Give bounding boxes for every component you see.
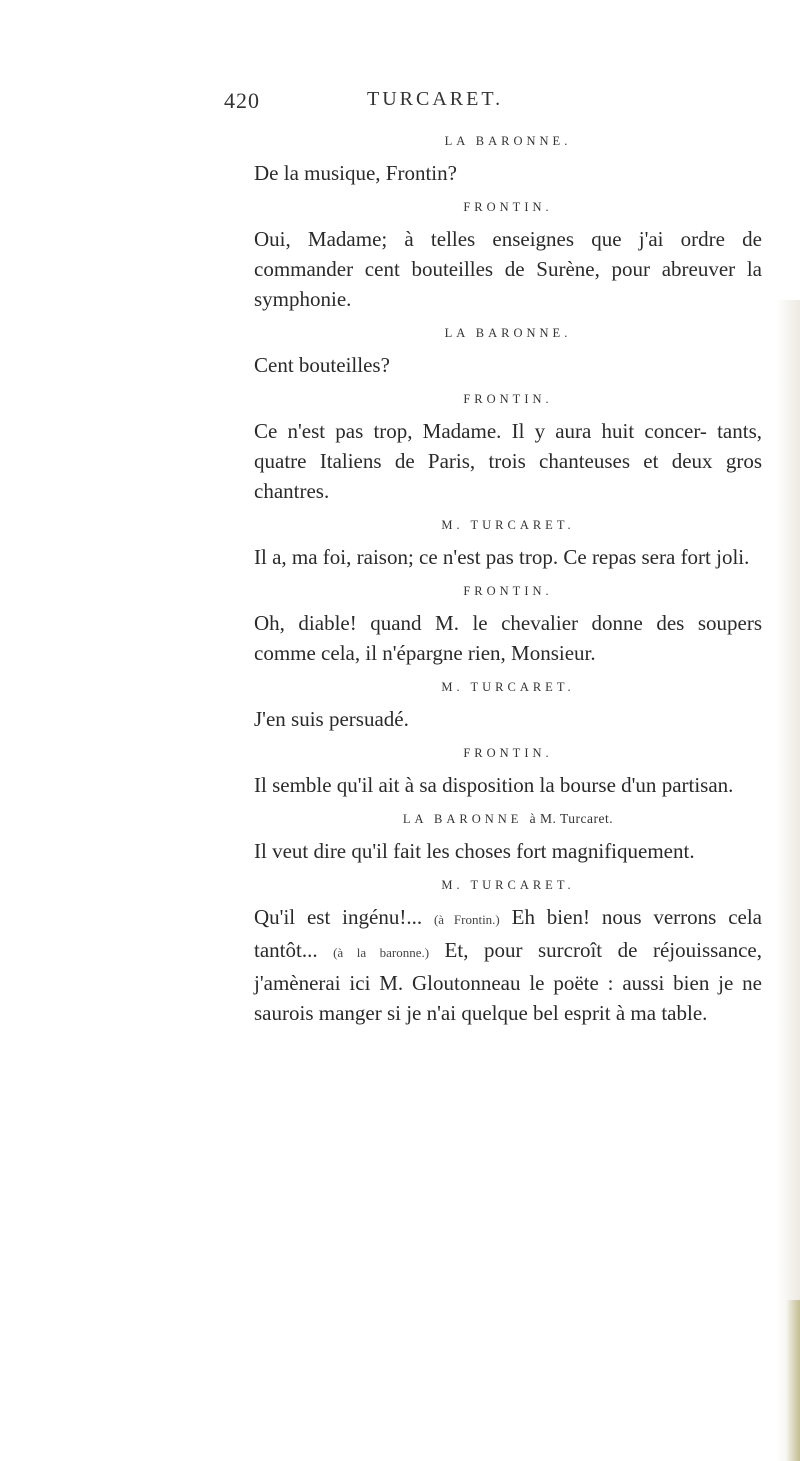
- speech-line: J'en suis persuadé.: [254, 707, 409, 731]
- speaker-label: M. TURCARET.: [441, 518, 575, 532]
- speech: [254, 770, 762, 800]
- speech: [254, 836, 762, 866]
- running-title: TURCARET.: [367, 88, 504, 110]
- speaker-label: FRONTIN.: [463, 584, 553, 598]
- speaker-label: LA BARONNE.: [444, 326, 572, 340]
- speaker-label: LA BARONNE.: [444, 134, 572, 148]
- page-edge-shadow: [776, 300, 800, 1461]
- speech: [254, 704, 762, 734]
- speaker-label: [254, 806, 762, 832]
- speech-line: Cent bouteilles?: [254, 353, 390, 377]
- speech-line: gros chantres.: [254, 449, 762, 503]
- speech-line: tants, quatre Italiens de Paris, trois chanteuses et deux: [254, 419, 763, 473]
- running-head: [0, 88, 800, 118]
- page-edge-stain: [786, 1300, 800, 1461]
- stage-direction: (à Frontin.): [433, 912, 500, 927]
- speech-segment: Eh bien! nous verrons cela tantôt...: [254, 905, 762, 962]
- speech: [254, 608, 762, 668]
- speaker-label: FRONTIN.: [463, 392, 553, 406]
- speech-segment: Et, pour surcroît de réjouissance, j'amènerai ici M. Gloutonneau le poëte : aussi bien je ne saurois manger si je n'ai quelque bel esprit à ma table.: [254, 938, 763, 1025]
- speech-line: la symphonie.: [254, 257, 762, 311]
- speech: [254, 542, 762, 572]
- page-number: 420: [224, 88, 260, 113]
- speaker-name: LA BARONNE: [402, 812, 523, 826]
- speaker-label: M. TURCARET.: [441, 878, 575, 892]
- speech: [254, 350, 762, 380]
- speaker-label: M. TURCARET.: [441, 680, 575, 694]
- speaker-label: FRONTIN.: [463, 200, 553, 214]
- stage-direction: à M. Turcaret.: [529, 811, 614, 826]
- speech-line: fort joli.: [680, 545, 750, 569]
- speech-line: Oui, Madame; à telles enseignes que j'ai ordre de: [254, 227, 762, 251]
- speech: [254, 158, 762, 188]
- dialogue-body: [254, 128, 762, 1034]
- stage-direction: (à la baronne.): [333, 945, 430, 960]
- speech: [254, 416, 762, 506]
- speech-segment: Qu'il est ingénu!...: [254, 905, 434, 929]
- speech-line: partisan.: [661, 773, 734, 797]
- speech: [254, 902, 762, 1028]
- speech-line: Il a, ma foi, raison; ce n'est pas trop. Ce repas sera: [254, 545, 681, 569]
- speech: [254, 224, 762, 314]
- speech-line: Ce n'est pas trop, Madame. Il y aura huit concer-: [254, 419, 707, 443]
- speech-line: commander cent bouteilles de Surène, pour abreuver: [254, 257, 747, 281]
- speech-line: Oh, diable! quand M. le chevalier donne des soupers: [254, 611, 762, 635]
- speech-line: De la musique, Frontin?: [254, 161, 457, 185]
- speech-line: Il semble qu'il ait à sa disposition la bourse d'un: [254, 773, 662, 797]
- speech-line: Il veut dire qu'il fait les choses fort magnifiquement.: [254, 839, 695, 863]
- speech-line: comme cela, il n'épargne rien, Monsieur.: [254, 641, 596, 665]
- speaker-label: FRONTIN.: [463, 746, 553, 760]
